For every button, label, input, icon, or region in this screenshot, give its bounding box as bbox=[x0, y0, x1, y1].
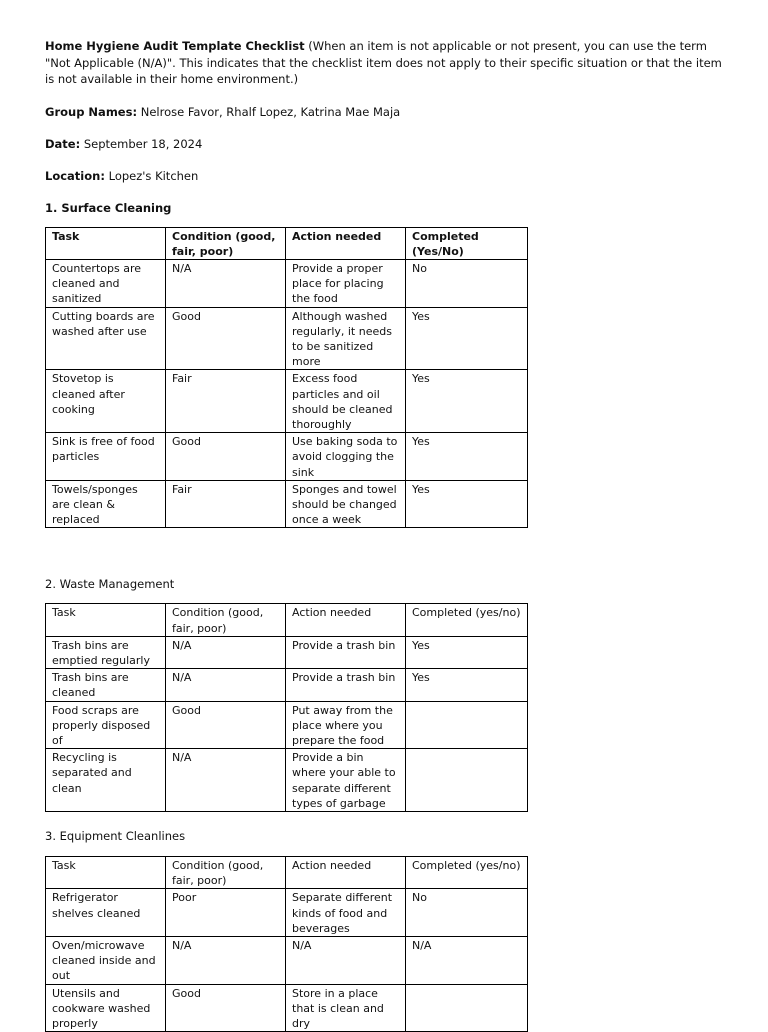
completed-cell bbox=[406, 701, 528, 749]
document-note: (When an item is not applicable or not present, you can use the term "Not Applicable (N/A)". This indicates that the checklist item does not apply to their specific situation or that the item is not available in their home environment.) bbox=[45, 39, 722, 86]
group-names-value: Nelrose Favor, Rhalf Lopez, Katrina Mae Maja bbox=[137, 104, 401, 119]
task-cell: Stovetop is cleaned after cooking bbox=[46, 370, 166, 433]
task-cell: Utensils and cookware washed properly bbox=[46, 984, 166, 1032]
header-completed: Completed (yes/no) bbox=[406, 857, 528, 889]
table-row bbox=[46, 701, 528, 749]
task-cell: Refrigerator shelves cleaned bbox=[46, 889, 166, 937]
date-value: September 18, 2024 bbox=[80, 136, 203, 151]
table-row bbox=[46, 984, 528, 1032]
group-names-line bbox=[45, 104, 725, 120]
condition-cell: Fair bbox=[166, 370, 286, 433]
header-action: Action needed bbox=[286, 604, 406, 636]
group-names-label: Group Names bbox=[45, 104, 133, 119]
document-intro bbox=[45, 38, 725, 88]
table-row bbox=[46, 749, 528, 812]
task-cell: Recycling is separated and clean bbox=[46, 749, 166, 812]
completed-cell: No bbox=[406, 889, 528, 937]
completed-cell bbox=[406, 984, 528, 1032]
action-cell: Excess food particles and oil should be cleaned thoroughly bbox=[286, 370, 406, 433]
completed-cell: No bbox=[406, 259, 528, 307]
table-row bbox=[46, 480, 528, 528]
table-row bbox=[46, 937, 528, 985]
header-task: Task bbox=[46, 857, 166, 889]
action-cell: Provide a proper place for placing the food bbox=[286, 259, 406, 307]
document-page bbox=[45, 38, 725, 1032]
section-title-surface-cleaning: 1. Surface Cleaning bbox=[45, 200, 172, 215]
table-row bbox=[46, 669, 528, 701]
completed-cell: Yes bbox=[406, 433, 528, 481]
action-cell: Use baking soda to avoid clogging the sink bbox=[286, 433, 406, 481]
table-header-row bbox=[46, 227, 528, 259]
task-cell: Oven/microwave cleaned inside and out bbox=[46, 937, 166, 985]
date-colon: : bbox=[75, 136, 81, 151]
header-condition: Condition (good, fair, poor) bbox=[166, 857, 286, 889]
task-cell: Countertops are cleaned and sanitized bbox=[46, 259, 166, 307]
action-cell: Provide a trash bin bbox=[286, 669, 406, 701]
section-title-waste-management: 2. Waste Management bbox=[45, 577, 175, 592]
header-condition: Condition (good, fair, poor) bbox=[166, 227, 286, 259]
condition-cell: Poor bbox=[166, 889, 286, 937]
action-cell: N/A bbox=[286, 937, 406, 985]
condition-cell: Good bbox=[166, 701, 286, 749]
completed-cell: Yes bbox=[406, 636, 528, 668]
table-header-row bbox=[46, 604, 528, 636]
condition-cell: Good bbox=[166, 433, 286, 481]
action-cell: Separate different kinds of food and beverages bbox=[286, 889, 406, 937]
action-cell: Sponges and towel should be changed once a week bbox=[286, 480, 406, 528]
completed-cell bbox=[406, 749, 528, 812]
condition-cell: Fair bbox=[166, 480, 286, 528]
table-row bbox=[46, 307, 528, 370]
condition-cell: N/A bbox=[166, 259, 286, 307]
task-cell: Trash bins are cleaned bbox=[46, 669, 166, 701]
action-cell: Provide a bin where your able to separate different types of garbage bbox=[286, 749, 406, 812]
document-title: Home Hygiene Audit Template Checklist bbox=[45, 39, 305, 53]
condition-cell: N/A bbox=[166, 669, 286, 701]
action-cell: Provide a trash bin bbox=[286, 636, 406, 668]
surface-cleaning-table bbox=[45, 227, 528, 529]
header-condition: Condition (good, fair, poor) bbox=[166, 604, 286, 636]
group-colon: : bbox=[132, 104, 138, 119]
action-cell: Store in a place that is clean and dry bbox=[286, 984, 406, 1032]
condition-cell: N/A bbox=[166, 937, 286, 985]
table-row bbox=[46, 636, 528, 668]
condition-cell: Good bbox=[166, 307, 286, 370]
equipment-cleanliness-table bbox=[45, 856, 528, 1032]
table-row bbox=[46, 259, 528, 307]
completed-cell: Yes bbox=[406, 480, 528, 528]
condition-cell: Good bbox=[166, 984, 286, 1032]
waste-management-table bbox=[45, 603, 528, 812]
location-label: Location bbox=[45, 168, 101, 183]
condition-cell: N/A bbox=[166, 749, 286, 812]
header-action: Action needed bbox=[286, 857, 406, 889]
completed-cell: N/A bbox=[406, 937, 528, 985]
header-completed: Completed (Yes/No) bbox=[406, 227, 528, 259]
location-value: Lopez's Kitchen bbox=[104, 168, 199, 183]
task-cell: Cutting boards are washed after use bbox=[46, 307, 166, 370]
header-action: Action needed bbox=[286, 227, 406, 259]
task-cell: Trash bins are emptied regularly bbox=[46, 636, 166, 668]
completed-cell: Yes bbox=[406, 370, 528, 433]
condition-cell: N/A bbox=[166, 636, 286, 668]
action-cell: Put away from the place where you prepare the food bbox=[286, 701, 406, 749]
header-completed: Completed (yes/no) bbox=[406, 604, 528, 636]
table-row bbox=[46, 889, 528, 937]
completed-cell: Yes bbox=[406, 307, 528, 370]
header-task: Task bbox=[46, 227, 166, 259]
location-line bbox=[45, 168, 725, 184]
table-row bbox=[46, 370, 528, 433]
task-cell: Sink is free of food particles bbox=[46, 433, 166, 481]
header-task: Task bbox=[46, 604, 166, 636]
action-cell: Although washed regularly, it needs to be sanitized more bbox=[286, 307, 406, 370]
task-cell: Food scraps are properly disposed of bbox=[46, 701, 166, 749]
date-label: Date bbox=[45, 136, 76, 151]
section-title-equipment-cleanliness: 3. Equipment Cleanlines bbox=[45, 829, 186, 843]
date-line bbox=[45, 136, 725, 152]
task-cell: Towels/sponges are clean & replaced bbox=[46, 480, 166, 528]
table-row bbox=[46, 433, 528, 481]
completed-cell: Yes bbox=[406, 669, 528, 701]
table-header-row bbox=[46, 857, 528, 889]
location-colon: : bbox=[100, 168, 105, 183]
